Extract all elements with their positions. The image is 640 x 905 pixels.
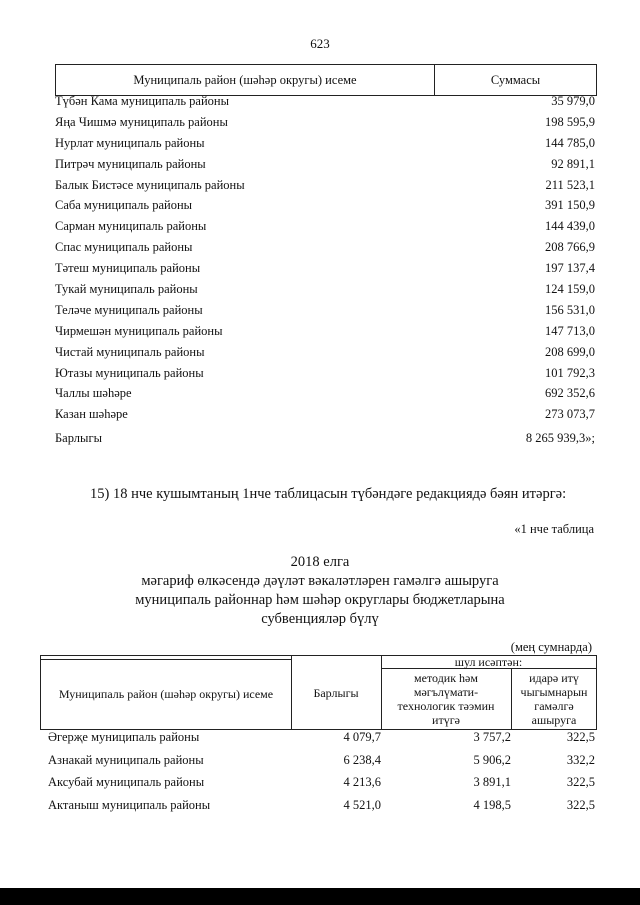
district-name: Әгерҗе муниципаль районы	[48, 730, 200, 744]
district-name: Тәтеш муниципаль районы	[55, 261, 201, 276]
title-line: муниципаль районнар һәм шәһәр округлары бюджетларына	[135, 592, 505, 608]
district-total: 4 521,0	[343, 797, 381, 812]
district-method: 3 891,1	[473, 775, 511, 789]
district-sum: 208 699,0	[545, 344, 595, 359]
title-line: субвенцияләр бүлү	[261, 611, 379, 627]
table1-header-name: Муниципаль район (шәһәр округы) исеме	[56, 65, 435, 95]
district-sum: 692 352,6	[545, 386, 595, 401]
district-total: 4 213,6	[343, 775, 381, 789]
district-sum: 156 531,0	[545, 302, 595, 317]
district-sum: 197 137,4	[545, 261, 595, 276]
district-sum: 211 523,1	[545, 177, 595, 192]
district-sum: 35 979,0	[551, 94, 595, 108]
district-total: 6 238,4	[343, 752, 381, 767]
district-name: Барлыгы	[55, 431, 102, 446]
district-sum: 92 891,1	[551, 156, 595, 171]
district-name: Чирмешән муниципаль районы	[55, 323, 223, 338]
table1-header	[55, 64, 597, 96]
table-reference: «1 нче таблица	[514, 522, 594, 536]
district-sum: 8 265 939,3»;	[525, 431, 595, 446]
table-row	[55, 136, 595, 157]
district-name: Спас муниципаль районы	[55, 240, 193, 255]
district-method: 5 906,2	[473, 752, 511, 767]
table2-header	[40, 655, 597, 730]
page-number: 623	[310, 36, 330, 51]
table-row	[40, 798, 595, 821]
amendment-paragraph: 15) 18 нче кушымтаның 1нче таблицасын түбәндәге редакциядә бәян итәргә:	[90, 486, 567, 502]
district-method: 3 757,2	[473, 730, 511, 744]
district-name: Түбән Кама муниципаль районы	[55, 94, 229, 108]
district-admin: 332,2	[566, 752, 595, 767]
title-line: 2018 елга	[290, 554, 350, 570]
table1-header-sum: Суммасы	[490, 72, 541, 87]
district-method: 4 198,5	[473, 797, 511, 812]
district-name: Азнакай муниципаль районы	[48, 752, 204, 767]
table2-header-total: Барлыгы	[313, 685, 359, 700]
district-name: Аксубай муниципаль районы	[48, 775, 205, 789]
district-sum: 273 073,7	[545, 407, 595, 422]
district-name: Чаллы шәһәре	[55, 386, 132, 401]
district-total: 4 079,7	[343, 730, 381, 744]
table-row	[40, 775, 595, 798]
table-row	[55, 178, 595, 199]
table-row	[55, 240, 595, 261]
district-sum: 208 766,9	[545, 240, 595, 255]
district-admin: 322,5	[566, 797, 595, 812]
table-row	[55, 282, 595, 303]
table-row	[55, 219, 595, 240]
table-row	[55, 94, 595, 115]
title-line: мәгариф өлкәсендә дәүләт вәкаләтләрен гамәлгә ашыруга	[141, 573, 499, 589]
table-row	[55, 324, 595, 345]
district-sum: 391 150,9	[545, 198, 595, 213]
district-name: Балык Бистәсе муниципаль районы	[55, 177, 245, 192]
table-row	[55, 157, 595, 178]
table2-header-method: методик һәм мәгълүмати-технологик тәэмин итүгә	[397, 671, 495, 727]
district-name: Теләче муниципаль районы	[55, 302, 203, 317]
district-admin: 322,5	[566, 775, 595, 789]
district-name: Питрәч муниципаль районы	[55, 156, 206, 171]
table1-body	[55, 94, 595, 452]
table-row	[55, 261, 595, 282]
table-row	[55, 431, 595, 452]
scan-border	[0, 888, 640, 905]
district-name: Нурлат муниципаль районы	[55, 135, 205, 150]
table-row	[55, 386, 595, 407]
table-row	[55, 303, 595, 324]
units-label: (мең сумнарда)	[510, 640, 592, 654]
district-name: Тукай муниципаль районы	[55, 282, 198, 297]
district-sum: 144 439,0	[545, 219, 595, 234]
table2-header-name: Муниципаль район (шәһәр округы) исеме	[58, 687, 274, 701]
district-sum: 147 713,0	[545, 323, 595, 338]
district-sum: 124 159,0	[545, 282, 595, 297]
table2-body	[40, 730, 595, 820]
district-name: Актаныш муниципаль районы	[48, 797, 211, 812]
table-row	[40, 753, 595, 776]
table-row	[40, 730, 595, 753]
district-sum: 101 792,3	[545, 365, 595, 380]
district-name: Сарман муниципаль районы	[55, 219, 207, 234]
table-row	[55, 198, 595, 219]
district-name: Чистай муниципаль районы	[55, 344, 205, 359]
district-sum: 144 785,0	[545, 135, 595, 150]
district-sum: 198 595,9	[545, 114, 595, 129]
table2-header-including: шул исәптән:	[454, 655, 523, 669]
district-name: Яңа Чишмә муниципаль районы	[55, 114, 228, 129]
table2-header-admin: идарә итү чыгымнарын гамәлгә ашыруга	[520, 671, 588, 727]
district-admin: 322,5	[566, 730, 595, 744]
table-row	[55, 115, 595, 136]
table-row	[55, 366, 595, 387]
table2-title	[0, 553, 640, 629]
table-row	[55, 407, 595, 428]
district-name: Казан шәһәре	[55, 407, 128, 422]
district-name: Саба муниципаль районы	[55, 198, 193, 213]
district-name: Ютазы муниципаль районы	[55, 365, 204, 380]
table-row	[55, 345, 595, 366]
